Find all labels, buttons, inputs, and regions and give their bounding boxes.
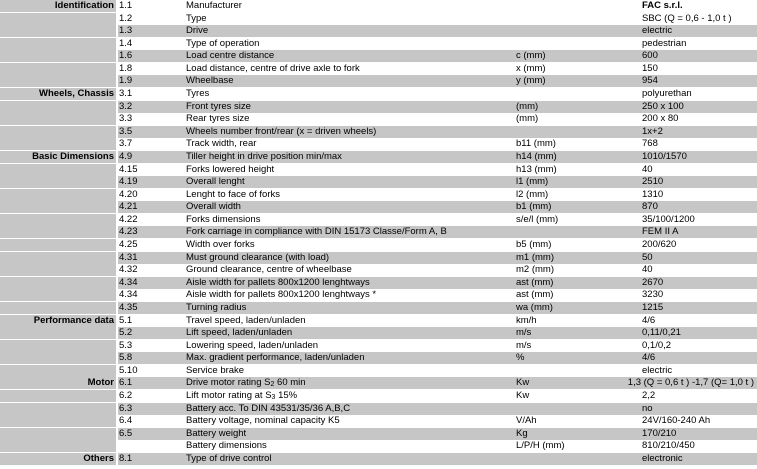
table-row xyxy=(0,226,757,238)
row-value: 4/6 xyxy=(642,314,656,326)
section-label: Wheels, Chassis xyxy=(0,88,116,100)
row-value: 1x+2 xyxy=(642,125,663,137)
section-label xyxy=(0,440,116,452)
row-description: Max. gradient performance, laden/unladen xyxy=(186,352,365,364)
row-value: 870 xyxy=(642,201,658,213)
table-row xyxy=(0,113,757,125)
table-row xyxy=(0,50,757,62)
table-row xyxy=(0,289,757,301)
row-number: 1.6 xyxy=(119,50,133,62)
section-label xyxy=(0,214,116,226)
table-row xyxy=(0,176,757,188)
section-label xyxy=(0,63,116,75)
row-value: FAC s.r.l. xyxy=(642,0,683,11)
table-row xyxy=(0,25,757,37)
row-value: 200/620 xyxy=(642,239,677,251)
row-number: 1.9 xyxy=(119,75,133,87)
row-number: 4.21 xyxy=(119,201,138,213)
table-row xyxy=(0,302,757,314)
row-value: pedestrian xyxy=(642,37,687,49)
section-label xyxy=(0,352,116,364)
row-unit: (mm) xyxy=(516,113,539,125)
row-value: 0,1/0,2 xyxy=(642,339,672,351)
section-label xyxy=(0,50,116,62)
row-description: Wheelbase xyxy=(186,75,234,87)
row-value: 600 xyxy=(642,50,658,62)
row-number: 6.1 xyxy=(119,377,133,389)
section-label xyxy=(0,428,116,440)
table-row xyxy=(0,214,757,226)
row-number: 4.25 xyxy=(119,239,138,251)
row-unit: l1 (mm) xyxy=(516,176,549,188)
row-description: Wheels number front/rear (x = driven wheels) xyxy=(186,125,377,137)
row-description: Ground clearance, centre of wheelbase xyxy=(186,264,352,276)
section-label xyxy=(0,164,116,176)
table-row xyxy=(0,164,757,176)
row-number: 4.31 xyxy=(119,251,138,263)
row-number: 4.20 xyxy=(119,188,138,200)
row-description: Manufacturer xyxy=(186,0,242,11)
table-row xyxy=(0,340,757,352)
row-number: 1.8 xyxy=(119,62,133,74)
section-label xyxy=(0,327,116,339)
table-row xyxy=(0,277,757,289)
row-description: Service brake xyxy=(186,364,245,376)
row-description: Forks dimensions xyxy=(186,213,261,225)
row-description: Lift speed, laden/unladen xyxy=(186,327,293,339)
row-unit: ast (mm) xyxy=(516,289,554,301)
row-unit: m/s xyxy=(516,339,532,351)
row-number: 1.1 xyxy=(119,0,133,11)
row-description: Overall width xyxy=(186,201,241,213)
section-label xyxy=(0,13,116,25)
section-label xyxy=(0,415,116,427)
row-unit: Kw xyxy=(516,389,530,401)
row-value: 2670 xyxy=(642,276,664,288)
row-number: 4.35 xyxy=(119,301,138,313)
row-unit: % xyxy=(516,352,525,364)
row-unit: wa (mm) xyxy=(516,301,553,313)
section-label xyxy=(0,201,116,213)
row-description: Lowering speed, laden/unladen xyxy=(186,339,319,351)
description-tail: 60 min xyxy=(274,377,306,389)
table-row xyxy=(0,63,757,75)
row-number: 5.3 xyxy=(119,339,133,351)
row-number: 3.3 xyxy=(119,113,133,125)
row-value: electric xyxy=(642,25,673,37)
row-number: 8.1 xyxy=(119,452,133,464)
section-label xyxy=(0,189,116,201)
section-label xyxy=(0,365,116,377)
section-label xyxy=(0,176,116,188)
row-number: 4.32 xyxy=(119,264,138,276)
row-description: Track width, rear xyxy=(186,138,257,150)
row-number: 6.5 xyxy=(119,427,133,439)
table-row xyxy=(0,239,757,251)
table-row xyxy=(0,365,757,377)
section-label xyxy=(0,264,116,276)
row-value: 150 xyxy=(642,62,658,74)
table-row xyxy=(0,38,757,50)
row-value: 1,3 (Q = 0,6 t ) -1,7 (Q= 1,0 t ) xyxy=(627,377,754,389)
row-number: 4.9 xyxy=(119,150,133,162)
row-unit: (mm) xyxy=(516,100,539,112)
row-number: 5.8 xyxy=(119,352,133,364)
row-number: 3.1 xyxy=(119,88,133,100)
row-value: 768 xyxy=(642,138,658,150)
row-value: polyurethan xyxy=(642,88,692,100)
description-subscript: 2 xyxy=(270,381,275,389)
section-label xyxy=(0,138,116,150)
description-text: Drive motor rating S xyxy=(186,377,271,389)
row-number: 3.2 xyxy=(119,100,133,112)
table-row xyxy=(0,75,757,87)
row-value: 250 x 100 xyxy=(642,100,684,112)
row-value: 2,2 xyxy=(642,389,656,401)
row-value: 3230 xyxy=(642,289,664,301)
row-value: electronic xyxy=(642,452,683,464)
row-value: 40 xyxy=(642,163,653,175)
section-label xyxy=(0,75,116,87)
row-description: Forks lowered height xyxy=(186,163,275,175)
row-description: Battery voltage, nominal capacity K5 xyxy=(186,415,340,427)
row-description: Must ground clearance (with load) xyxy=(186,251,330,263)
row-unit: y (mm) xyxy=(516,75,546,87)
row-value: 954 xyxy=(642,75,658,87)
row-description: Tyres xyxy=(186,88,210,100)
section-label xyxy=(0,239,116,251)
table-row xyxy=(0,0,757,12)
row-unit: km/h xyxy=(516,314,537,326)
row-unit: L/P/H (mm) xyxy=(516,440,565,452)
section-label xyxy=(0,126,116,138)
description-tail: 15% xyxy=(275,389,298,401)
row-description: Front tyres size xyxy=(186,100,251,112)
row-value: 2510 xyxy=(642,176,664,188)
row-number: 5.1 xyxy=(119,314,133,326)
row-description: Battery dimensions xyxy=(186,440,267,452)
row-value: 1010/1570 xyxy=(642,150,687,162)
table-row xyxy=(0,126,757,138)
row-unit: h14 (mm) xyxy=(516,150,557,162)
section-label xyxy=(0,302,116,314)
row-description: Tiller height in drive position min/max xyxy=(186,150,342,162)
row-number: 3.7 xyxy=(119,138,133,150)
row-number: 4.22 xyxy=(119,213,138,225)
row-number: 4.34 xyxy=(119,289,138,301)
table-row xyxy=(0,403,757,415)
section-label xyxy=(0,277,116,289)
row-unit: m1 (mm) xyxy=(516,251,554,263)
row-unit: b5 (mm) xyxy=(516,239,552,251)
row-value: 40 xyxy=(642,264,653,276)
row-description: Type of operation xyxy=(186,37,260,49)
row-unit: m2 (mm) xyxy=(516,264,554,276)
row-unit: Kw xyxy=(516,377,530,389)
table-row xyxy=(0,440,757,452)
row-description: Battery acc. To DIN 43531/35/36 A,B,C xyxy=(186,402,351,414)
section-label xyxy=(0,252,116,264)
row-description: Load centre distance xyxy=(186,50,275,62)
row-unit: l2 (mm) xyxy=(516,188,549,200)
description-text: Lift motor rating at S xyxy=(186,389,272,401)
row-number: 5.10 xyxy=(119,364,138,376)
row-description: Load distance, centre of drive axle to fork xyxy=(186,62,360,74)
row-description: Drive xyxy=(186,25,209,37)
row-number: 6.4 xyxy=(119,415,133,427)
row-description xyxy=(186,390,514,402)
row-number: 1.2 xyxy=(119,12,133,24)
section-label xyxy=(0,101,116,113)
row-value: 810/210/450 xyxy=(642,440,695,452)
row-number: 4.19 xyxy=(119,176,138,188)
row-unit: ast (mm) xyxy=(516,276,554,288)
section-label xyxy=(0,226,116,238)
description-subscript: 3 xyxy=(271,393,276,401)
table-row xyxy=(0,189,757,201)
row-description: Rear tyres size xyxy=(186,113,250,125)
section-label: Basic Dimensions xyxy=(0,151,116,163)
table-row xyxy=(0,428,757,440)
row-number: 6.2 xyxy=(119,389,133,401)
table-row xyxy=(0,352,757,364)
row-number: 1.4 xyxy=(119,37,133,49)
section-label: Identification xyxy=(0,0,116,12)
row-value: 1310 xyxy=(642,188,664,200)
row-number: 5.2 xyxy=(119,327,133,339)
section-label xyxy=(0,38,116,50)
table-row xyxy=(0,138,757,150)
row-value: FEM II A xyxy=(642,226,679,238)
row-unit: b11 (mm) xyxy=(516,138,556,150)
row-value: 170/210 xyxy=(642,427,677,439)
row-description: Lenght to face of forks xyxy=(186,188,281,200)
section-label xyxy=(0,25,116,37)
section-label: Performance data xyxy=(0,315,116,327)
row-value: no xyxy=(642,402,653,414)
section-label: Motor xyxy=(0,377,116,389)
section-label xyxy=(0,289,116,301)
row-value: SBC (Q = 0,6 - 1,0 t ) xyxy=(642,12,732,24)
table-row xyxy=(0,264,757,276)
section-label xyxy=(0,390,116,402)
section-label xyxy=(0,113,116,125)
row-number: 3.5 xyxy=(119,125,133,137)
table-row xyxy=(0,13,757,25)
section-label xyxy=(0,340,116,352)
row-number: 6.3 xyxy=(119,402,133,414)
row-description: Type of drive control xyxy=(186,452,272,464)
row-value: 200 x 80 xyxy=(642,113,679,125)
row-value: 50 xyxy=(642,251,653,263)
section-label xyxy=(0,403,116,415)
row-value: 0,11/0,21 xyxy=(642,327,681,339)
row-unit: m/s xyxy=(516,327,532,339)
row-unit: x (mm) xyxy=(516,62,546,74)
table-row xyxy=(0,327,757,339)
table-row xyxy=(0,88,757,100)
row-number: 4.15 xyxy=(119,163,138,175)
section-label: Others xyxy=(0,453,116,465)
row-description: Aisle width for pallets 800x1200 lenghtways xyxy=(186,276,370,288)
row-description: Fork carriage in compliance with DIN 15173 Classe/Form A, B xyxy=(186,226,447,238)
row-description: Width over forks xyxy=(186,239,255,251)
table-row xyxy=(0,377,757,389)
row-number: 4.34 xyxy=(119,276,138,288)
table-row xyxy=(0,315,757,327)
row-number: 4.23 xyxy=(119,226,138,238)
table-row xyxy=(0,415,757,427)
row-number: 1.3 xyxy=(119,25,133,37)
table-row xyxy=(0,390,757,402)
row-description: Travel speed, laden/unladen xyxy=(186,314,306,326)
row-description: Aisle width for pallets 800x1200 lenghtways * xyxy=(186,289,377,301)
row-unit: V/Ah xyxy=(516,415,537,427)
row-value: 1215 xyxy=(642,301,664,313)
row-description: Type xyxy=(186,12,207,24)
table-row xyxy=(0,101,757,113)
row-description xyxy=(186,377,514,389)
table-row xyxy=(0,252,757,264)
row-unit: c (mm) xyxy=(516,50,546,62)
row-description: Turning radius xyxy=(186,301,247,313)
row-unit: Kg xyxy=(516,427,528,439)
table-row xyxy=(0,201,757,213)
row-value: 24V/160-240 Ah xyxy=(642,415,711,427)
table-row xyxy=(0,151,757,163)
row-value: 35/100/1200 xyxy=(642,213,695,225)
row-description: Overall lenght xyxy=(186,176,245,188)
row-unit: h13 (mm) xyxy=(516,163,557,175)
row-unit: b1 (mm) xyxy=(516,201,552,213)
table-row xyxy=(0,453,757,465)
row-description: Battery weight xyxy=(186,427,247,439)
row-value: 4/6 xyxy=(642,352,656,364)
row-unit: s/e/l (mm) xyxy=(516,213,559,225)
row-value: electric xyxy=(642,364,673,376)
